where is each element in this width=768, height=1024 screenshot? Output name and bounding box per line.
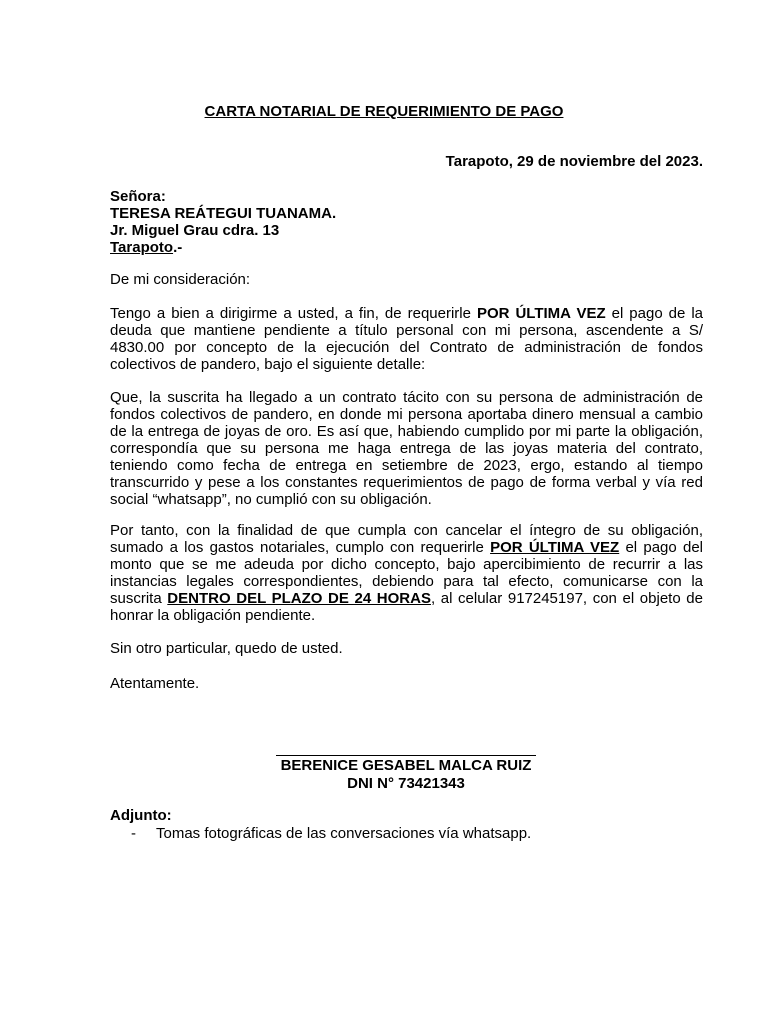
paragraph-3-text-b: el pago del monto que se me adeuda por dicho concepto, bajo apercibimiento de recurrir a las instancias legales correspondientes, debiendo para tal efecto, comunicarse con la suscrita xyxy=(110,539,703,607)
signature-dni: DNI N° 73421343 xyxy=(347,775,465,792)
paragraph-1 xyxy=(110,305,703,373)
letter-date: Tarapoto, 29 de noviembre del 2023. xyxy=(445,153,703,170)
paragraph-3-emphasis-1: POR ÚLTIMA VEZ xyxy=(490,539,620,556)
addressee-city-line xyxy=(110,239,336,256)
paragraph-3-emphasis-2: DENTRO DEL PLAZO DE 24 HORAS xyxy=(167,590,431,607)
addressee-block xyxy=(110,188,336,256)
addressee-city: Tarapoto xyxy=(110,239,174,256)
addressee-city-suffix: .- xyxy=(173,239,183,256)
greeting: De mi consideración: xyxy=(110,271,251,288)
paragraph-2: Que, la suscrita ha llegado a un contrato tácito con su persona de administración de fondos colectivos de pandero, en donde mi persona aportaba dinero mensual a cambio de la entrega de joyas de oro. Es así que, habiendo cumplido por mi parte la obligación, correspondía que su persona me haga entrega de las joyas materia del contrato, teniendo como fecha de entrega en setiembre de 2023, ergo, estando al tiempo transcurrido y pese a los constantes requerimientos de pago de forma verbal y vía red social “whatsapp”, no cumplió con su obligación. xyxy=(110,389,703,508)
attachment-item xyxy=(131,825,531,842)
letter-title: CARTA NOTARIAL DE REQUERIMIENTO DE PAGO xyxy=(204,103,564,120)
addressee-address: Jr. Miguel Grau cdra. 13 xyxy=(110,222,280,239)
paragraph-1-text-a: Tengo a bien a dirigirme a usted, a fin, de requerirle xyxy=(110,305,477,322)
paragraph-3 xyxy=(110,522,703,624)
attachment-label: Adjunto: xyxy=(110,807,172,824)
closing-signoff: Atentamente. xyxy=(110,675,200,692)
paragraph-3-text-c: , al celular 917245197, con el objeto de honrar la obligación pendiente. xyxy=(110,590,703,624)
attachment-item-text: Tomas fotográficas de las conversaciones vía whatsapp. xyxy=(156,825,532,842)
paragraph-3-text-a: Por tanto, con la finalidad de que cumpla con cancelar el íntegro de su obligación, sumado a los gastos notariales, cumplo con requerirle xyxy=(110,522,703,556)
paragraph-1-text-b: el pago de la deuda que mantiene pendiente a título personal con mi persona, ascendente a S/ 4830.00 por concepto de la ejecución del Contrato de administración de fondos colectivos de pandero, bajo el siguiente detalle: xyxy=(110,305,704,373)
closing-line: Sin otro particular, quedo de usted. xyxy=(110,640,343,657)
paragraph-1-emphasis: POR ÚLTIMA VEZ xyxy=(476,305,606,322)
signature-line xyxy=(276,755,536,756)
addressee-name: TERESA REÁTEGUI TUANAMA. xyxy=(110,205,337,222)
addressee-salutation: Señora: xyxy=(110,188,166,205)
attachment-bullet: - xyxy=(131,825,136,842)
signature-name: BERENICE GESABEL MALCA RUIZ xyxy=(280,757,532,774)
